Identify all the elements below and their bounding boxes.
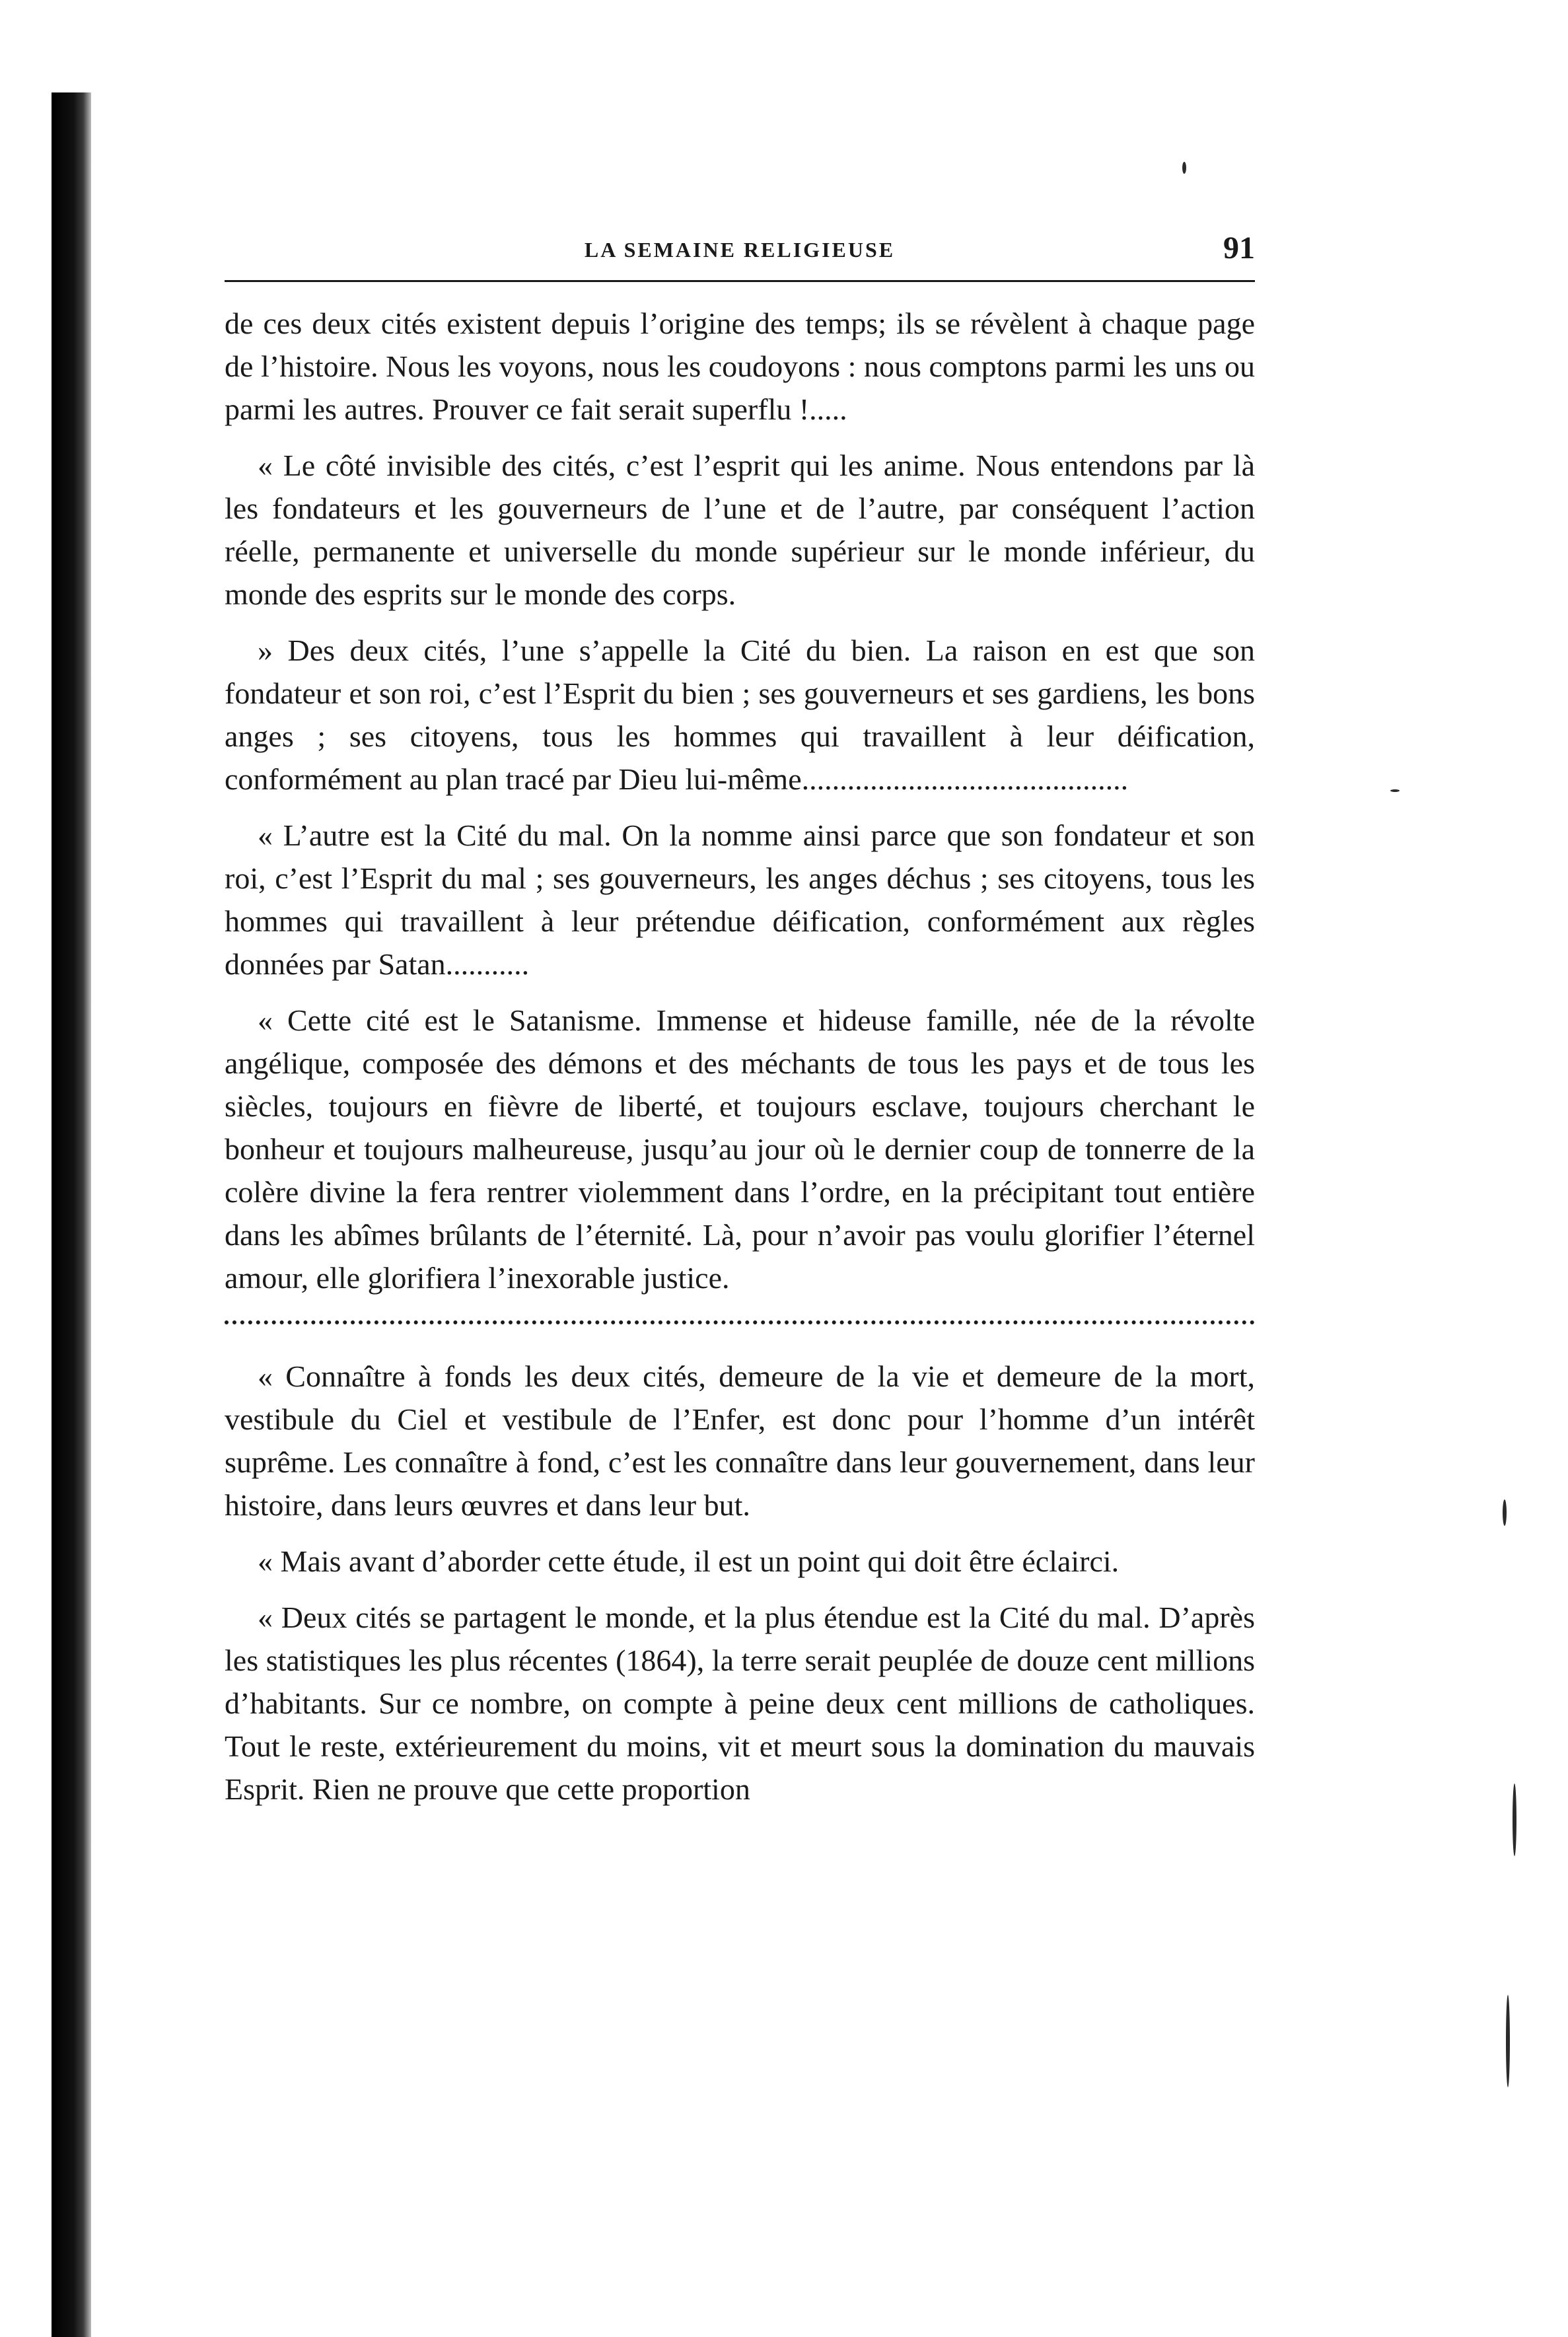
paragraph-8: « Deux cités se partagent le monde, et la plus étendue est la Cité du mal. D’après les statistiques les plus récentes (1864), la terre serait peuplée de douze cent millions d’habitants. Sur ce nombre, on compte à peine deux cent millions de catholiques. Tout le reste, extérieurement du moins, vit et meurt sous la domination du mauvais Esprit. Rien ne prouve que cette proportion — [225, 1600, 1255, 1806]
paragraph-1: de ces deux cités existent depuis l’origine des temps; ils se révèlent à chaque page de l’histoire. Nous les voyons, nous les coudoyons : nous comptons parmi les uns ou parmi les autres. Prouver ce fait serait superflu !..... — [225, 306, 1255, 426]
running-head — [225, 218, 1255, 271]
paragraph-3: » Des deux cités, l’une s’appelle la Cité du bien. La raison en est que son fondateur et son roi, c’est l’Esprit du bien ; ses gouverneurs et ses gardiens, les bons anges ; ses citoyens, tous les hommes qui travaillent à leur déification, conformément au plan tracé par Dieu lui-même........................................... — [225, 633, 1255, 796]
scan-speck — [1390, 789, 1400, 792]
scan-speck — [1503, 1499, 1507, 1526]
page-binding-shadow — [52, 92, 91, 2337]
book-page — [225, 218, 1255, 1824]
paragraph-5: « Cette cité est le Satanisme. Immense et hideuse famille, née de la révolte angélique, composée des démons et des méchants de tous les pays et de tous les siècles, toujours en fièvre de liberté, et toujours esclave, toujours cherchant le bonheur et toujours malheureuse, jusqu’au jour où le dernier coup de tonnerre de la colère divine la fera rentrer violemment dans l’ordre, en la précipitant tout entière dans les abîmes brûlants de l’éternité. Là, pour n’avoir pas voulu glorifier l’éternel amour, elle glorifiera l’inexorable justice. — [225, 1003, 1255, 1295]
scan-speck — [1513, 1783, 1516, 1856]
paragraph-2: « Le côté invisible des cités, c’est l’esprit qui les anime. Nous entendons par là les fondateurs et les gouverneurs de l’une et de l’autre, par conséquent l’action réelle, permanente et universelle du monde supérieur sur le monde inférieur, du monde des esprits sur le monde des corps. — [225, 449, 1255, 611]
header-rule — [225, 280, 1255, 282]
running-title: LA SEMAINE RELIGIEUSE — [584, 238, 896, 262]
paragraph-7: « Mais avant d’aborder cette étude, il est un point qui doit être éclairci. — [258, 1544, 1120, 1578]
dotted-separator — [225, 1320, 1255, 1324]
scan-speck — [1506, 1995, 1510, 2087]
scan-speck — [1182, 162, 1186, 174]
page-number: 91 — [1223, 231, 1255, 266]
paragraph-6: « Connaître à fonds les deux cités, demeure de la vie et demeure de la mort, vestibule du Ciel et vestibule de l’Enfer, est donc pour l’homme d’un intérêt suprême. Les connaître à fond, c’est les connaître dans leur gouvernement, dans leur histoire, dans leurs œuvres et dans leur but. — [225, 1359, 1255, 1522]
paragraph-4: « L’autre est la Cité du mal. On la nomme ainsi parce que son fondateur et son roi, c’est l’Esprit du mal ; ses gouverneurs, les anges déchus ; ses citoyens, tous les hommes qui travaillent à leur prétendue déification, conformément aux règles données par Satan........... — [225, 818, 1255, 981]
